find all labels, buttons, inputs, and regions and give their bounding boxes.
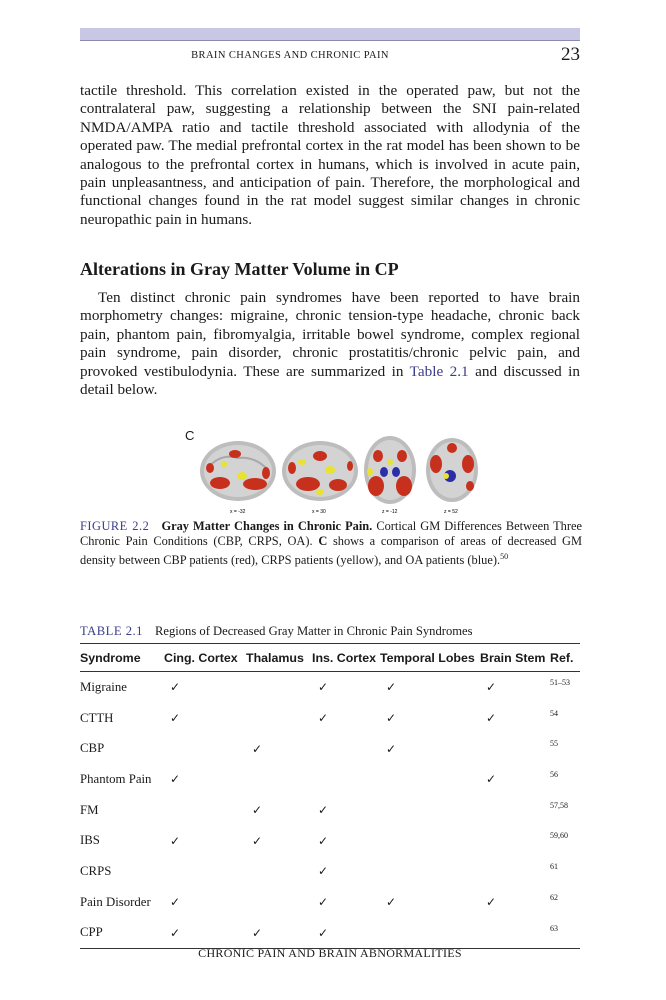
paragraph-text-end: and discussed in detail below.: [80, 362, 580, 399]
header-cell: Ins. Cortex: [312, 650, 377, 665]
check-icon: ✓: [486, 711, 497, 726]
reference-cell: 62: [550, 892, 558, 902]
syndrome-cell: CTTH: [80, 710, 114, 725]
check-icon: ✓: [386, 741, 397, 756]
syndrome-cell: IBS: [80, 833, 100, 848]
slice-label: z = 52: [444, 509, 458, 515]
syndrome-cell: CRPS: [80, 863, 112, 878]
empty-cell: [246, 703, 312, 734]
empty-cell: [480, 825, 550, 856]
slice-label: x = -32: [230, 509, 246, 515]
caption-panel: C: [318, 534, 328, 549]
check-icon: ✓: [170, 711, 181, 726]
slice-label: z = -12: [382, 509, 398, 515]
table-row: [80, 887, 580, 918]
check-icon: ✓: [386, 680, 397, 695]
page-number: 23: [561, 44, 580, 65]
figure-panel-letter: C: [185, 428, 195, 443]
syndrome-cell: CPP: [80, 925, 103, 940]
check-icon: ✓: [318, 803, 329, 818]
check-icon: ✓: [252, 833, 263, 848]
running-foot: CHRONIC PAIN AND BRAIN ABNORMALITIES: [198, 946, 462, 960]
empty-cell: [312, 733, 380, 764]
header-rule: [80, 40, 580, 41]
check-icon: ✓: [486, 680, 497, 695]
table-title: Regions of Decreased Gray Matter in Chronic Pain Syndromes: [154, 624, 473, 638]
section-paragraph: [80, 289, 580, 399]
check-icon: ✓: [318, 864, 329, 879]
reference-cell: 57,58: [550, 800, 568, 810]
check-icon: ✓: [318, 833, 329, 848]
check-icon: ✓: [170, 925, 181, 940]
table-header-row: [80, 644, 580, 672]
paragraph-text: Ten distinct chronic pain syndromes have been reported to have brain morphometry changes: migraine, chronic tension-type headache, chronic back pain, phantom pain, fibromyalgia, irritable bowel syndrome, complex regional pain syndrome, pain disorder, chronic prostatitis/chronic pelvic pain, and provoked vestibulodynia. These are summarized in: [80, 289, 580, 380]
table-number: TABLE 2.1: [80, 624, 143, 638]
empty-cell: [312, 764, 380, 795]
header-cell: Thalamus: [246, 650, 304, 665]
check-icon: ✓: [318, 895, 329, 910]
header-cell: Ref.: [550, 650, 574, 665]
header-cell: Cing. Cortex: [164, 650, 238, 665]
brain-slice-axial-1: [364, 436, 416, 504]
check-icon: ✓: [170, 680, 181, 695]
check-icon: ✓: [486, 895, 497, 910]
empty-cell: [380, 856, 480, 887]
table-link[interactable]: Table 2.1: [409, 362, 469, 380]
brain-figure: [180, 428, 490, 516]
check-icon: ✓: [170, 772, 181, 787]
check-icon: ✓: [252, 803, 263, 818]
section-heading: Alterations in Gray Matter Volume in CP: [80, 259, 399, 279]
table-caption: [80, 624, 473, 639]
check-icon: ✓: [318, 925, 329, 940]
table-row: [80, 918, 580, 949]
table-row: [80, 825, 580, 856]
reference-cell: 63: [550, 923, 558, 933]
reference-cell: 54: [550, 708, 558, 718]
syndrome-cell: CBP: [80, 741, 105, 756]
reference-cell: 61: [550, 862, 558, 872]
brain-slice-sagittal-2: [282, 441, 358, 501]
syndrome-cell: FM: [80, 802, 99, 817]
syndrome-cell: Pain Disorder: [80, 894, 151, 909]
empty-cell: [480, 918, 550, 949]
reference-cell: 56: [550, 770, 558, 780]
empty-cell: [164, 733, 246, 764]
caption-ref: 50: [500, 552, 509, 562]
header-band: [80, 28, 580, 40]
check-icon: ✓: [252, 741, 263, 756]
table-row: [80, 795, 580, 826]
empty-cell: [380, 825, 480, 856]
check-icon: ✓: [252, 925, 263, 940]
header-cell: Temporal Lobes: [380, 650, 475, 665]
figure-number: FIGURE 2.2: [80, 519, 150, 533]
brain-slice-sagittal-1: [200, 441, 276, 501]
slice-label: x = 30: [312, 509, 326, 515]
table-row: [80, 764, 580, 795]
table-row: [80, 856, 580, 887]
empty-cell: [480, 856, 550, 887]
check-icon: ✓: [486, 772, 497, 787]
empty-cell: [246, 856, 312, 887]
brain-slice-axial-2: [426, 438, 478, 502]
empty-cell: [246, 764, 312, 795]
check-icon: ✓: [318, 680, 329, 695]
figure-caption: [80, 519, 582, 569]
reference-cell: 55: [550, 739, 558, 749]
reference-cell: 59,60: [550, 831, 568, 841]
empty-cell: [380, 918, 480, 949]
check-icon: ✓: [386, 895, 397, 910]
empty-cell: [164, 856, 246, 887]
empty-cell: [380, 795, 480, 826]
table-row: [80, 703, 580, 734]
gray-matter-table: [80, 643, 580, 949]
check-icon: ✓: [170, 833, 181, 848]
brain-slices-image: [180, 428, 490, 516]
empty-cell: [246, 672, 312, 703]
running-head: BRAIN CHANGES AND CHRONIC PAIN: [191, 50, 389, 61]
check-icon: ✓: [170, 895, 181, 910]
caption-text: Cortical GM Differences Between Three Chronic Pain Conditions (CBP, CRPS, OA).: [80, 519, 582, 549]
figure-title: Gray Matter Changes in Chronic Pain.: [161, 519, 373, 533]
empty-cell: [246, 887, 312, 918]
body-paragraph: tactile threshold. This correlation existed in the operated paw, but not the contralateral paw, suggesting a relationship between the SNI pain-related NMDA/AMPA ratio and tactile threshold associated with allodynia of the operated paw. The medial prefrontal cortex in the rat model has been shown to be analogous to the prefrontal cortex in humans, which is involved in acute pain, pain unpleasantness, and anticipation of pain. Therefore, the morphological and functional changes found in the rat model suggest similar changes in chronic neuropathic pain in humans.: [80, 82, 580, 228]
empty-cell: [380, 764, 480, 795]
header-cell: Syndrome: [80, 650, 141, 665]
empty-cell: [480, 795, 550, 826]
caption-text: shows a comparison of areas of decreased GM density between CBP patients (red), CRPS patients (yellow), and OA patients (blue).: [80, 534, 582, 568]
check-icon: ✓: [386, 711, 397, 726]
syndrome-cell: Migraine: [80, 679, 127, 694]
table-row: [80, 733, 580, 764]
empty-cell: [164, 795, 246, 826]
reference-cell: 51–53: [550, 678, 570, 687]
header-cell: Brain Stem: [480, 650, 546, 665]
syndrome-cell: Phantom Pain: [80, 771, 152, 786]
empty-cell: [480, 733, 550, 764]
table-row: [80, 672, 580, 703]
check-icon: ✓: [318, 711, 329, 726]
